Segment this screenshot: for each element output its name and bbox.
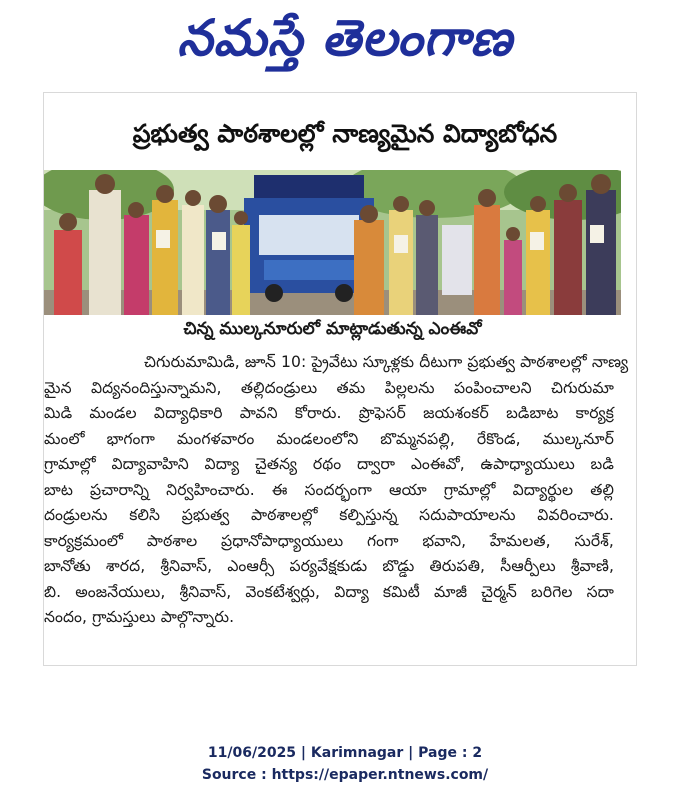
- photo-caption: చిన్న ముల్కనూరులో మాట్లాడుతున్న ఎంఈవో: [183, 319, 482, 339]
- body-line: దండ్రులను కలిసి ప్రభుత్వ పాఠశాలల్లో కల్పిస్తున్న సదుపాయాలను వివరించారు.: [44, 506, 614, 524]
- body-line: బి. అంజనేయులు, శ్రీనివాస్, వెంకటేశ్వర్లు, విద్యా కమిటీ మాజీ చైర్మన్ బరిగెల సదా: [44, 582, 614, 601]
- newspaper-logo: నమస్తే తెలంగాణ: [177, 9, 513, 67]
- body-line: మంలో భాగంగా మంగళవారం మండలంలోని బొమ్మనపల్లి, రేకొండ, ముల్కనూర్: [44, 429, 614, 448]
- footer-date-edition: 11/06/2025 | Karimnagar | Page : 2: [207, 745, 483, 761]
- body-line: బాట ప్రచారాన్ని నిర్వహించారు. ఈ సందర్భంగా ఆయా గ్రామాల్లో విద్యార్థుల తల్లి: [44, 480, 614, 499]
- body-line: మైన విద్యనందిస్తున్నామని, తల్లిదండ్రులు తమ పిల్లలను పంపించాలని చిగురుమా: [44, 378, 614, 397]
- body-line: గ్రామాల్లో విద్యావాహిని విద్యా చైతన్య రథం ద్వారా ఎంఈవో, ఉపాధ్యాయులు బడి: [44, 455, 614, 473]
- article-headline: ప్రభుత్వ పాఠశాలల్లో నాణ్యమైన విద్యాబోధన: [132, 119, 558, 148]
- body-line: నందం, గ్రామస్తులు పాల్గొన్నారు.: [44, 608, 235, 626]
- page-footer: [0, 742, 690, 786]
- body-line: కార్యక్రమంలో పాఠశాల ప్రధానోపాధ్యాయులు గంగా భవాని, హేమలత, సురేశ్,: [44, 531, 614, 550]
- photo-illustration: [44, 170, 621, 315]
- body-line: మిడి మండల విద్యాధికారి పావని కోరారు. ప్రొఫెసర్ జయశంకర్ బడిబాట కార్యక్ర: [44, 404, 614, 422]
- body-line: బానోతు శారద, శ్రీనివాస్, ఎంఆర్సీ పర్యవేక్షకుడు బొడ్డు తిరుపతి, సీఆర్పీలు శ్రీవాణి,: [44, 557, 614, 575]
- body-line: చిగురుమామిడి, జూన్ 10: ప్రైవేటు స్కూళ్లకు దీటుగా ప్రభుత్వ పాఠశాలల్లో నాణ్య: [144, 353, 629, 371]
- article-body: [44, 350, 629, 631]
- masthead: [0, 4, 690, 72]
- footer-source-link[interactable]: Source : https://epaper.ntnews.com/: [201, 767, 489, 783]
- article-photo: [44, 170, 621, 315]
